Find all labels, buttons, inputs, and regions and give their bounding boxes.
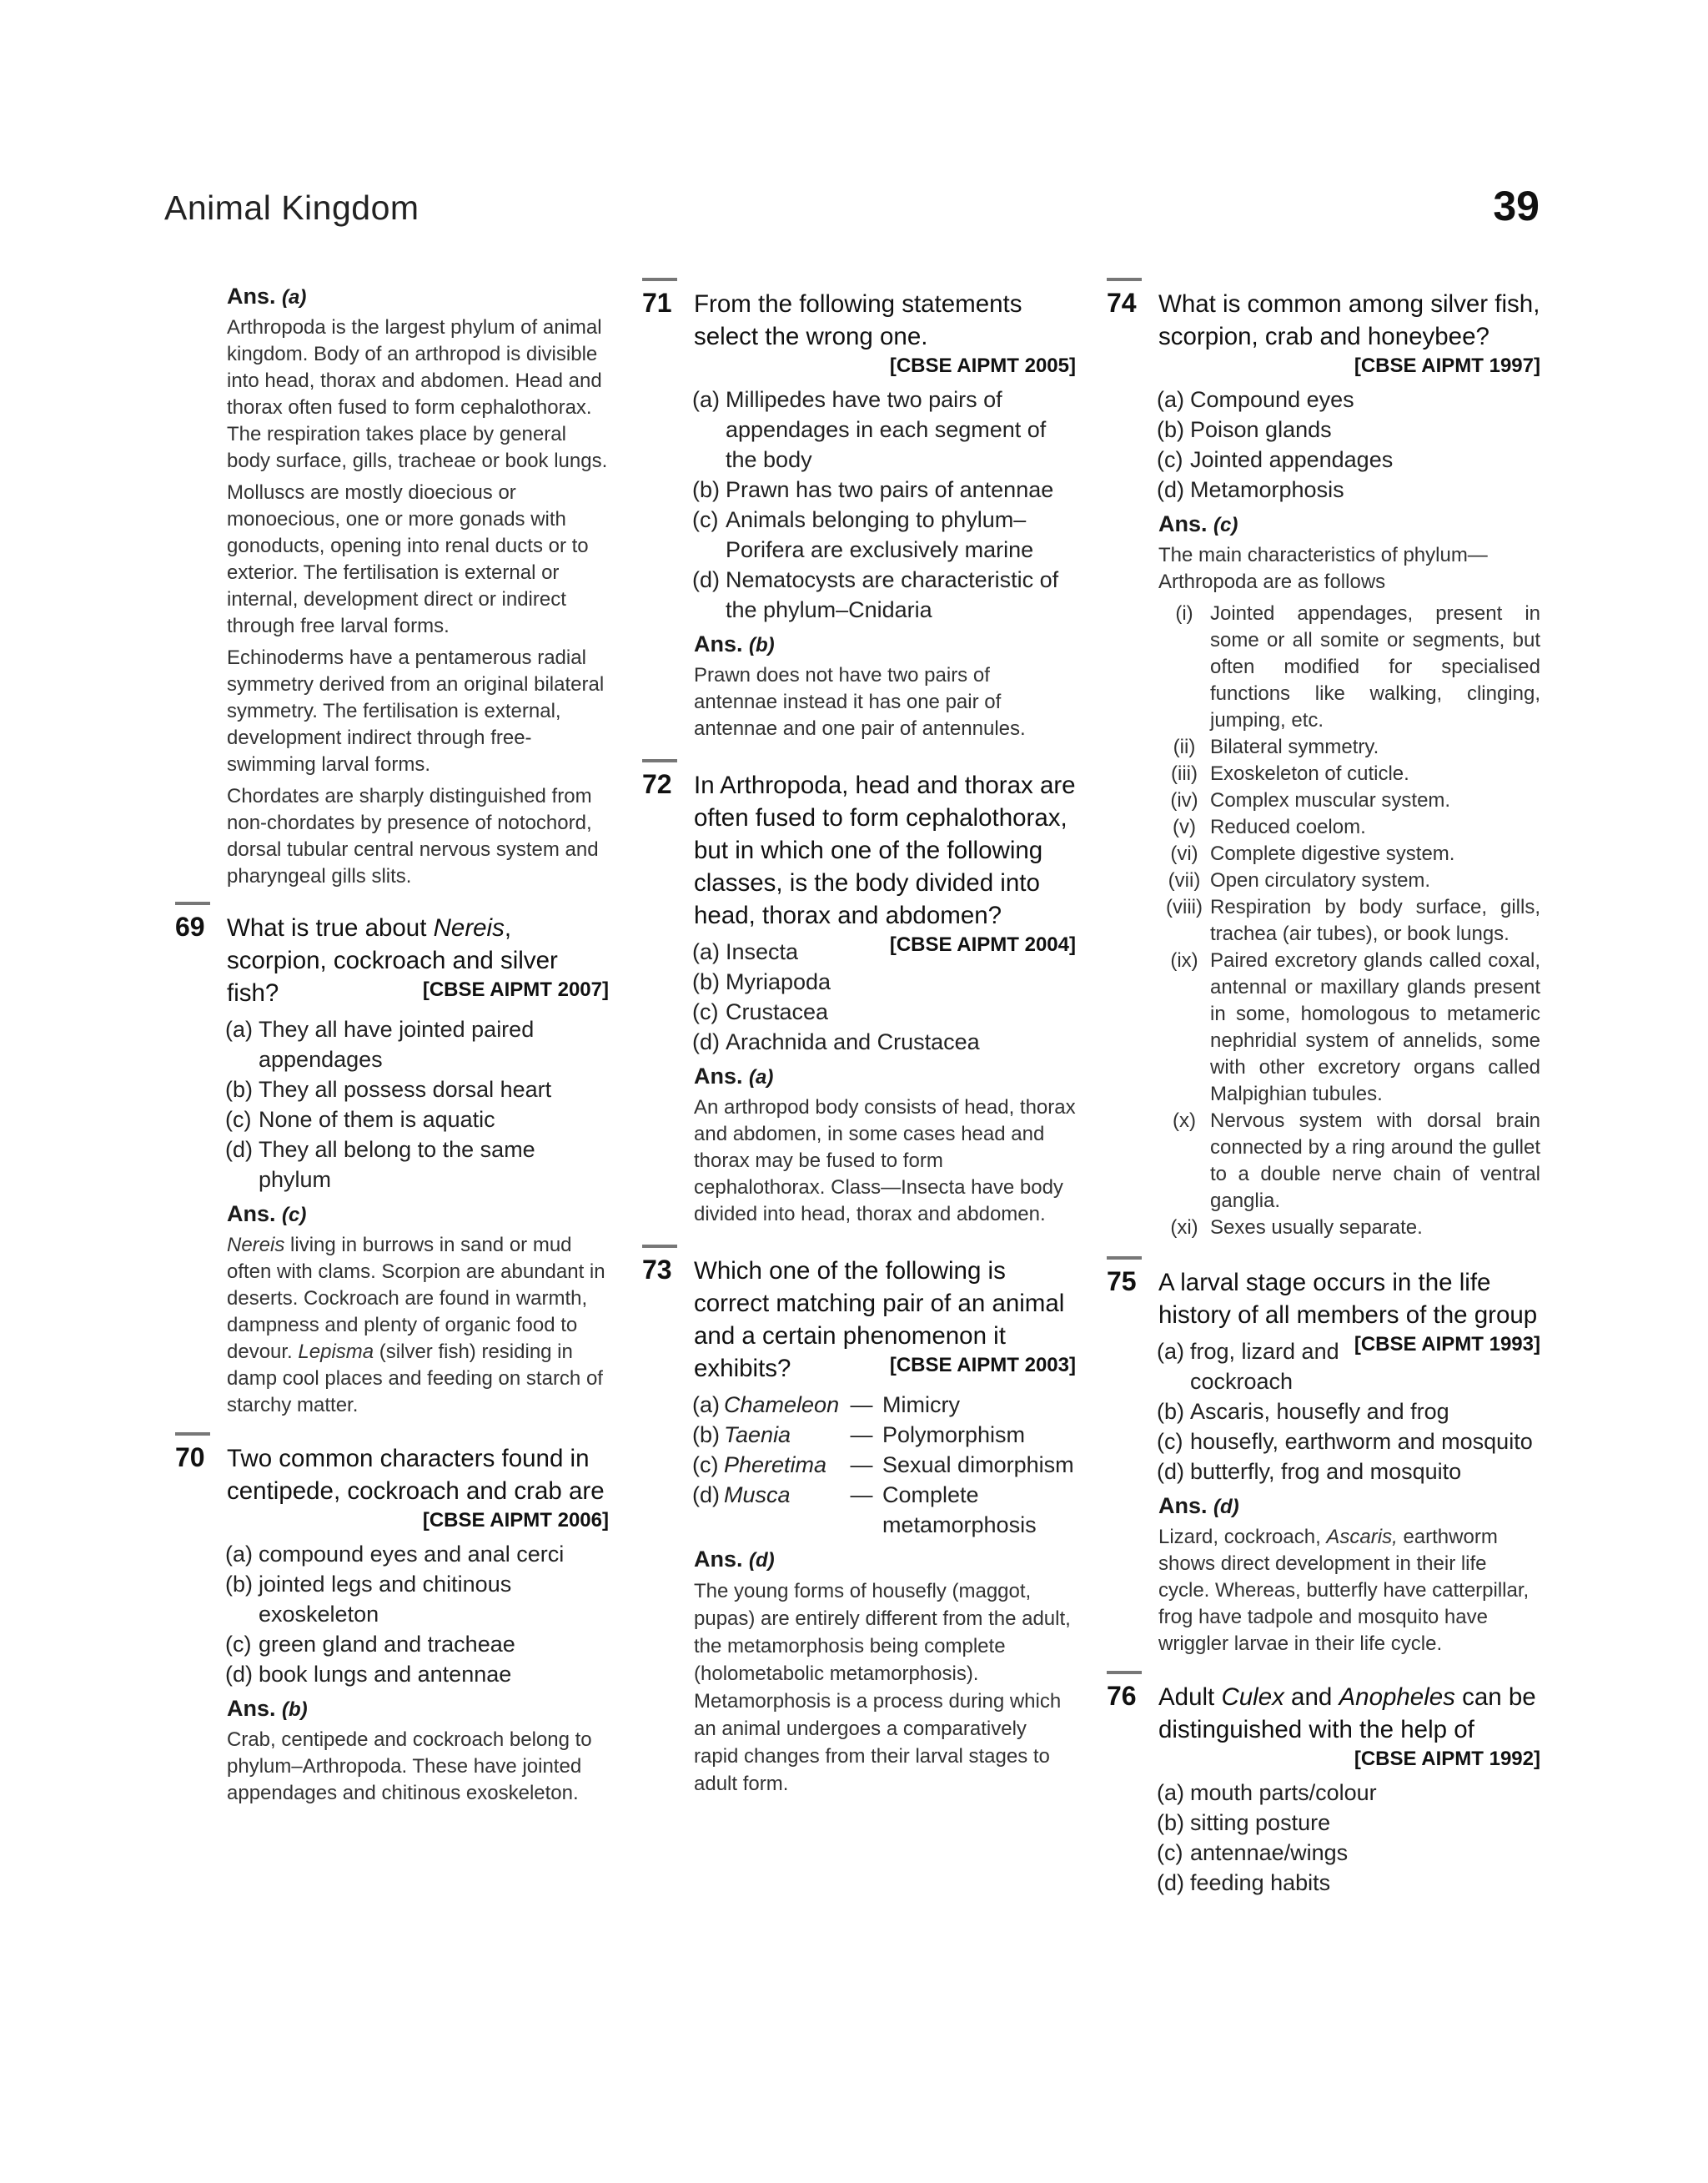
answer-label: Ans. (d) [694,1547,775,1572]
option: (a) Insecta [692,939,799,964]
option: (c) Animals belonging to phylum–Porifera are exclusively marine [692,507,1034,562]
list-item: (xi) Sexes usually separate. [1170,1216,1423,1239]
question-72 [642,769,1076,1228]
question-text: In Arthropoda, head and thorax are often fused to form cephalothorax, but in which one of the following classes, is the body divided into head, thorax and abdomen? [CBSE AIPMT 2004] [694,769,1076,932]
exam-source: [CBSE AIPMT 1993] [1354,1333,1540,1356]
answer-label: Ans. (d) [1158,1493,1239,1518]
options-list [1157,1336,1540,1486]
option: (b) They all possess dorsal heart [225,1077,552,1102]
explanation-paragraph: Prawn does not have two pairs of antennae instead it has one pair of antennae and one pair of antennules. [694,664,1026,740]
question-text: From the following statements select the wrong one. [CBSE AIPMT 2005] [694,288,1076,380]
option: (a) frog, lizard and cockroach [1157,1339,1339,1394]
option: (c) green gland and tracheae [225,1632,515,1657]
question-text: What is common among silver fish, scorpion, crab and honeybee? [CBSE AIPMT 1997] [1158,288,1540,380]
options-list [225,1014,609,1195]
option: (c) antennae/wings [1157,1840,1349,1865]
explanation-paragraph: The main characteristics of phylum—Arthropoda are as follows [1158,544,1488,593]
question-71 [642,288,1076,742]
explanation-paragraph: Echinoderms have a pentamerous radial symmetry derived from an original bilateral symmetry. The fertilisation is external, development indirect through free-swimming larval forms. [227,646,605,776]
option: (d) Arachnida and Crustacea [692,1029,980,1054]
exam-source: [CBSE AIPMT 2004] [889,933,1076,956]
explanation-paragraph: The young forms of housefly (maggot, pupas) are entirely different from the adult, the metamorphosis being complete (holometabolic metamorphosis). Metamorphosis is a process during which an animal undergoes a comparatively rapid changes from their larval stages to adult form. [694,1580,1071,1795]
question-number: 73 [642,1255,672,1285]
exam-source: [CBSE AIPMT 1997] [1354,355,1540,377]
question-70 [175,1442,609,1807]
option: (b) sitting posture [1157,1810,1331,1835]
option: (a) Chameleon — Mimicry [692,1392,960,1417]
option: (a) Compound eyes [1157,387,1354,412]
option: (a) compound eyes and anal cerci [225,1542,565,1567]
question-73 [642,1255,1076,1798]
question-text: A larval stage occurs in the life history of all members of the group [CBSE AIPMT 1993] [1158,1266,1540,1331]
question-69 [175,912,609,1419]
option: (c) housefly, earthworm and mosquito [1157,1429,1533,1454]
answer-label: Ans. (c) [1158,511,1238,536]
answer-label: Ans. (b) [694,631,775,656]
explanation-paragraph: Nereis living in burrows in sand or mud often with clams. Scorpion are abundant in deserts. Cockroach are found in warmth, dampness and plenty of organic food to devour. Lepisma (silver fish) residing in damp cool places and feeding on starch of starchy matter. [227,1234,605,1416]
list-item: (vi) Complete digestive system. [1170,843,1455,865]
exam-source: [CBSE AIPMT 2006] [422,1509,609,1532]
question-76 [1107,1681,1540,1898]
question-75 [1107,1266,1540,1657]
exam-source: [CBSE AIPMT 2007] [422,978,609,1001]
list-item: (viii) Respiration by body surface, gills, trachea (air tubes), or book lungs. [1166,896,1540,945]
question-number: 75 [1107,1266,1137,1296]
option: (b) Ascaris, housefly and frog [1157,1399,1449,1424]
question-number: 72 [642,769,672,799]
option: (d) butterfly, frog and mosquito [1157,1459,1462,1484]
answer-label: Ans. (c) [227,1201,307,1226]
question-text: Adult Culex and Anopheles can be distinguished with the help of [CBSE AIPMT 1992] [1158,1681,1540,1773]
question-text: Two common characters found in centipede, cockroach and crab are [CBSE AIPMT 2006] [227,1442,609,1534]
option: (a) mouth parts/colour [1157,1780,1377,1805]
question-text: What is true about Nereis, scorpion, cockroach and silver fish? [CBSE AIPMT 2007] [227,914,609,1007]
list-item: (iii) Exoskeleton of cuticle. [1171,762,1409,785]
list-item: (ix) Paired excretory glands called coxal, antennal or maxillary glands present in some, homologous to metameric nephridial system of annelids, some with other excretory organs called Malpighian tubules. [1170,949,1540,1105]
option: (b) Poison glands [1157,417,1332,442]
list-item: (vii) Open circulatory system. [1168,869,1431,892]
option: (c) Jointed appendages [1157,447,1394,472]
explanation-paragraph: Arthropoda is the largest phylum of animal kingdom. Body of an arthropod is divisible into head, thorax and abdomen. Head and thorax often fused to form cephalothorax. The respiration takes place by general body surface, gills, tracheae or book lungs. [227,316,608,472]
column-3 [1107,284,1540,1904]
options-list [1157,1778,1540,1898]
option: (b) jointed legs and chitinous exoskeleton [225,1572,512,1627]
explanation-paragraph: Crab, centipede and cockroach belong to phylum–Arthropoda. These have jointed appendages and chitinous exoskeleton. [227,1728,592,1804]
option: (b) Prawn has two pairs of antennae [692,477,1054,502]
question-text: Which one of the following is correct matching pair of an animal and a certain phenomenon it exhibits? [CBSE AIPMT 2003] [694,1257,1076,1382]
list-item: (iv) Complex muscular system. [1170,789,1451,812]
option: (d) Musca — Complete metamorphosis [692,1482,1037,1537]
options-list [692,1390,1076,1540]
option: (c) None of them is aquatic [225,1107,495,1132]
list-item: (x) Nervous system with dorsal brain connected by a ring around the gullet to a double nerve chain of ventral ganglia. [1173,1109,1540,1212]
answer-label: Ans. (a) [694,1064,774,1089]
page-number: 39 [1493,183,1540,229]
options-list [692,385,1076,625]
question-number: 70 [175,1442,205,1472]
explanation-paragraph: Molluscs are mostly dioecious or monoecious, one or more gonads with gonoducts, opening into renal ducts or to exterior. The fertilisation is external or internal, development direct or indirect through free larval forms. [227,481,589,637]
chapter-title: Animal Kingdom [164,189,419,227]
question-number: 76 [1107,1681,1137,1711]
option: (c) Crustacea [692,999,829,1024]
characteristics-list [1158,601,1540,1241]
option: (b) Taenia — Polymorphism [692,1422,1026,1447]
option: (d) book lungs and antennae [225,1662,512,1687]
option: (d) Metamorphosis [1157,477,1344,502]
explanation-paragraph: An arthropod body consists of head, thorax and abdomen, in some cases head and thorax may be fused to form cephalothorax. Class—Insecta have body divided into head, thorax and abdomen. [694,1096,1076,1225]
list-item: (v) Reduced coelom. [1173,816,1366,838]
option: (d) Nematocysts are characteristic of the phylum–Cnidaria [692,567,1059,622]
question-number: 69 [175,912,205,942]
explanation-paragraph: Lizard, cockroach, Ascaris, earthworm shows direct development in their life cycle. Whereas, butterfly have catterpillar, frog have tadpole and mosquito have wriggler larvae in their life cycle. [1158,1526,1530,1655]
option: (d) feeding habits [1157,1870,1331,1895]
column-1 [175,284,609,1812]
option: (d) They all belong to the same phylum [225,1137,535,1192]
question-number: 74 [1107,288,1137,318]
list-item: (i) Jointed appendages, present in some or all somite or segments, but often modified for specialised functions like walking, clinging, jumping, etc. [1175,602,1540,732]
answer-label: Ans. (b) [227,1696,308,1721]
list-item: (ii) Bilateral symmetry. [1173,736,1379,758]
options-list [1157,385,1540,505]
explanation-paragraph: Chordates are sharply distinguished from non-chordates by presence of notochord, dorsal tubular central nervous system and pharyngeal gills slits. [227,785,599,888]
question-number: 71 [642,288,672,318]
exam-source: [CBSE AIPMT 2005] [889,355,1076,377]
column-2 [642,284,1076,1803]
exam-source: [CBSE AIPMT 2003] [889,1354,1076,1376]
answer-label: Ans. (a) [227,284,307,309]
option: (a) Millipedes have two pairs of appendages in each segment of the body [692,387,1047,472]
option: (c) Pheretima — Sexual dimorphism [692,1452,1074,1477]
options-list [225,1539,609,1689]
option: (b) Myriapoda [692,969,831,994]
question-74 [1107,288,1540,1241]
option: (a) They all have jointed paired appendages [225,1017,535,1072]
exam-source: [CBSE AIPMT 1992] [1354,1748,1540,1770]
